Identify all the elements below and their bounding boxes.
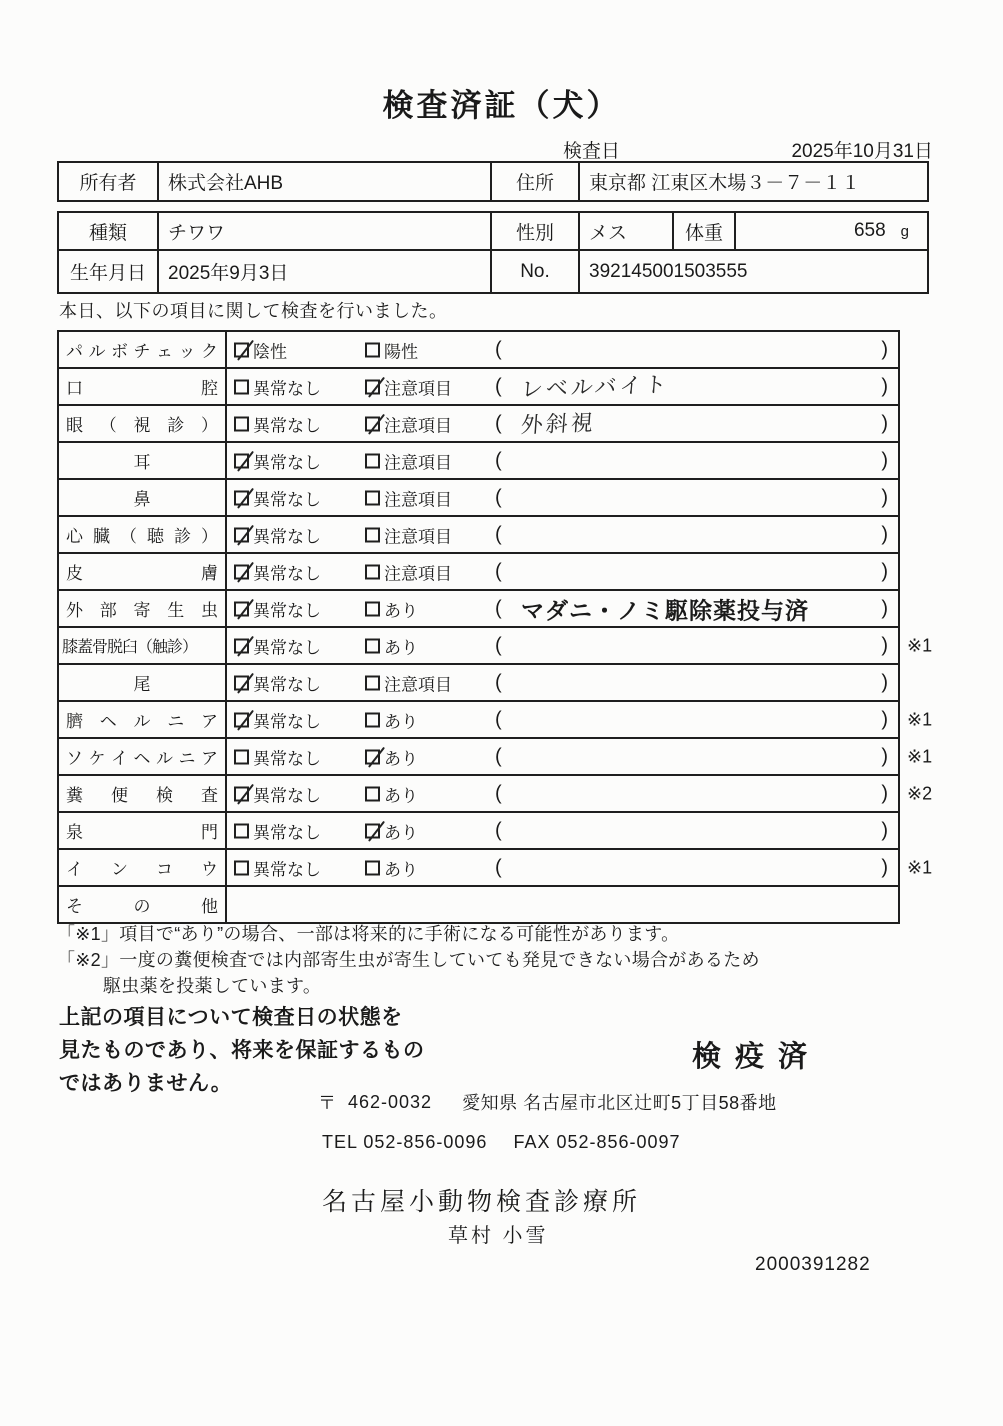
clinic-name: 名古屋小動物検査診療所 bbox=[322, 1188, 642, 1216]
owner-value: 株式会社AHB bbox=[159, 163, 492, 200]
paren-close: ) bbox=[881, 338, 888, 360]
checkbox-icon bbox=[365, 860, 380, 875]
paren-close: ) bbox=[881, 708, 888, 730]
checked-checkbox-icon bbox=[234, 453, 249, 468]
paren-open: ( bbox=[495, 412, 502, 434]
exam-row-content bbox=[227, 369, 898, 404]
exam-row bbox=[59, 480, 898, 517]
option-2 bbox=[365, 485, 452, 510]
exam-row-label: 耳 bbox=[59, 443, 227, 478]
option-label: 異常なし bbox=[253, 638, 321, 657]
checkbox-icon bbox=[365, 453, 380, 468]
exam-row-label: パ ル ボ チ ェ ッ ク bbox=[59, 332, 227, 367]
owner-label: 所有者 bbox=[59, 163, 159, 200]
weight-value-cell bbox=[736, 213, 927, 251]
option-1 bbox=[234, 596, 321, 621]
paren-value: マダニ・ノミ駆除薬投与済 bbox=[521, 597, 809, 623]
exam-row bbox=[59, 665, 898, 702]
paren-close: ) bbox=[881, 486, 888, 508]
paren-close: ) bbox=[881, 560, 888, 582]
exam-row-label: 尾 bbox=[59, 665, 227, 700]
checked-checkbox-icon bbox=[234, 342, 249, 357]
option-label: 注意項目 bbox=[384, 490, 452, 509]
option-label: 異常なし bbox=[253, 379, 321, 398]
weight-unit: g bbox=[900, 222, 909, 240]
page-title: 検査済証（犬） bbox=[382, 88, 621, 123]
exam-row-content bbox=[227, 332, 898, 367]
clinic-fax: FAX 052-856-0097 bbox=[513, 1132, 681, 1152]
exam-row-label: ソ ケ イ ヘ ル ニ ア bbox=[59, 739, 227, 774]
breed-value: チワワ bbox=[159, 213, 492, 251]
paren-close: ) bbox=[881, 745, 888, 767]
option-label: あり bbox=[384, 786, 418, 805]
option-label: 陽性 bbox=[384, 342, 418, 361]
option-2 bbox=[365, 744, 418, 769]
exam-row-label: 口 腔 bbox=[59, 369, 227, 404]
disclaimer-line: 上記の項目について検査日の状態を bbox=[59, 1006, 403, 1029]
exam-row bbox=[59, 702, 933, 739]
option-2 bbox=[365, 522, 452, 547]
option-1 bbox=[234, 744, 321, 769]
address-value: 東京都 江東区木場３－７－１１ bbox=[589, 173, 861, 194]
paren-close: ) bbox=[881, 634, 888, 656]
disclaimer bbox=[59, 1001, 425, 1100]
exam-row bbox=[59, 850, 933, 887]
paren-open: ( bbox=[495, 597, 502, 619]
option-2 bbox=[365, 855, 418, 880]
option-1 bbox=[234, 411, 321, 436]
paren-close: ) bbox=[881, 412, 888, 434]
option-2 bbox=[365, 707, 418, 732]
exam-date-row bbox=[563, 136, 933, 163]
address-label: 住所 bbox=[492, 163, 580, 200]
checkbox-icon bbox=[365, 712, 380, 727]
checked-checkbox-icon bbox=[234, 564, 249, 579]
checked-checkbox-icon bbox=[365, 823, 380, 838]
option-label: あり bbox=[384, 712, 418, 731]
paren-close: ) bbox=[881, 375, 888, 397]
paren-open: ( bbox=[495, 671, 502, 693]
paren-close: ) bbox=[881, 819, 888, 841]
exam-row-label: 糞 便 検 査 bbox=[59, 776, 227, 811]
checkbox-icon bbox=[234, 823, 249, 838]
postal-mark-icon: 〒 bbox=[318, 1093, 336, 1113]
checked-checkbox-icon bbox=[234, 490, 249, 505]
exam-row-content bbox=[227, 554, 898, 589]
checkbox-icon bbox=[365, 564, 380, 579]
footnote-line: 「※2」一度の糞便検査では内部寄生虫が寄生していても発見できない場合があるため bbox=[57, 950, 760, 970]
option-label: 異常なし bbox=[253, 527, 321, 546]
exam-row-content bbox=[227, 406, 898, 441]
checked-checkbox-icon bbox=[234, 712, 249, 727]
option-1 bbox=[234, 855, 321, 880]
option-1 bbox=[234, 633, 321, 658]
checkbox-icon bbox=[234, 379, 249, 394]
clinic-address: 愛知県 名古屋市北区辻町5丁目58番地 bbox=[462, 1093, 777, 1113]
weight-label: 体重 bbox=[674, 213, 736, 251]
option-2 bbox=[365, 781, 418, 806]
exam-date-value: 2025年10月31日 bbox=[791, 141, 933, 162]
option-label: あり bbox=[384, 601, 418, 620]
option-label: 注意項目 bbox=[384, 416, 452, 435]
clinic-tel: TEL 052-856-0096 bbox=[322, 1132, 488, 1152]
postal-code: 462-0032 bbox=[348, 1091, 433, 1112]
option-label: 注意項目 bbox=[384, 675, 452, 694]
exam-row-label: 泉 門 bbox=[59, 813, 227, 848]
exam-row bbox=[59, 517, 898, 554]
sex-value: メス bbox=[580, 213, 674, 251]
note-mark: ※1 bbox=[907, 635, 933, 655]
exam-row bbox=[59, 591, 898, 628]
paren-close: ) bbox=[881, 671, 888, 693]
exam-row bbox=[59, 887, 898, 922]
option-2 bbox=[365, 633, 418, 658]
option-label: あり bbox=[384, 638, 418, 657]
paren-open: ( bbox=[495, 782, 502, 804]
checkbox-icon bbox=[365, 675, 380, 690]
option-label: 異常なし bbox=[253, 749, 321, 768]
footnote-line: 「※1」項目で“あり”の場合、一部は将来的に手術になる可能性があります。 bbox=[57, 924, 680, 944]
checkbox-icon bbox=[365, 342, 380, 357]
exam-row bbox=[59, 554, 898, 591]
option-label: 異常なし bbox=[253, 786, 321, 805]
checkbox-icon bbox=[365, 601, 380, 616]
option-1 bbox=[234, 559, 321, 584]
note-mark: ※1 bbox=[907, 709, 933, 729]
note-mark: ※1 bbox=[907, 746, 933, 766]
exam-row bbox=[59, 628, 933, 665]
paren-value: 外斜視 bbox=[520, 409, 597, 438]
option-1 bbox=[234, 337, 287, 362]
weight-value: 658 bbox=[853, 220, 886, 241]
exam-row-label: 膝蓋骨脱臼（触診） bbox=[59, 628, 227, 663]
exam-row-content bbox=[227, 702, 898, 737]
checkbox-icon bbox=[365, 490, 380, 505]
option-label: 異常なし bbox=[253, 564, 321, 583]
option-label: 異常なし bbox=[253, 416, 321, 435]
paren-open: ( bbox=[495, 634, 502, 656]
option-1 bbox=[234, 485, 321, 510]
checked-checkbox-icon bbox=[365, 416, 380, 431]
paren-open: ( bbox=[495, 375, 502, 397]
exam-row-content bbox=[227, 813, 898, 848]
clinic-tel-line bbox=[322, 1132, 681, 1153]
exam-row-label: 皮 膚 bbox=[59, 554, 227, 589]
option-label: 陰性 bbox=[253, 342, 287, 361]
exam-table bbox=[57, 330, 933, 924]
option-1 bbox=[234, 670, 321, 695]
option-2 bbox=[365, 559, 452, 584]
option-1 bbox=[234, 448, 321, 473]
exam-row bbox=[59, 332, 898, 369]
paren-close: ) bbox=[881, 523, 888, 545]
option-label: 注意項目 bbox=[384, 527, 452, 546]
exam-row-content bbox=[227, 665, 898, 700]
checked-checkbox-icon bbox=[234, 675, 249, 690]
option-1 bbox=[234, 707, 321, 732]
birth-value: 2025年9月3日 bbox=[159, 251, 492, 292]
exam-row-content bbox=[227, 739, 898, 774]
checkbox-icon bbox=[365, 786, 380, 801]
exam-row-content bbox=[227, 887, 898, 922]
pet-info-table bbox=[57, 211, 929, 294]
paren-open: ( bbox=[495, 819, 502, 841]
option-label: あり bbox=[384, 823, 418, 842]
paren-close: ) bbox=[881, 597, 888, 619]
option-label: あり bbox=[384, 749, 418, 768]
paren-close: ) bbox=[881, 782, 888, 804]
paren-open: ( bbox=[495, 560, 502, 582]
paren-value: レベルバイト bbox=[520, 371, 671, 402]
disclaimer-line: ではありません。 bbox=[59, 1072, 233, 1095]
option-label: 異常なし bbox=[253, 860, 321, 879]
checked-checkbox-icon bbox=[234, 601, 249, 616]
note-mark: ※2 bbox=[907, 783, 933, 803]
option-label: 異常なし bbox=[253, 601, 321, 620]
exam-row bbox=[59, 369, 898, 406]
option-2 bbox=[365, 374, 452, 399]
option-1 bbox=[234, 522, 321, 547]
exam-row bbox=[59, 739, 933, 776]
exam-row-content bbox=[227, 850, 898, 885]
checked-checkbox-icon bbox=[365, 749, 380, 764]
checked-checkbox-icon bbox=[234, 638, 249, 653]
exam-row bbox=[59, 406, 898, 443]
exam-row-label: 鼻 bbox=[59, 480, 227, 515]
quarantine-stamp: 検疫済 bbox=[692, 1041, 822, 1073]
veterinarian-name: 草村 小雪 bbox=[448, 1225, 549, 1247]
option-2 bbox=[365, 411, 452, 436]
breed-label: 種類 bbox=[59, 213, 159, 251]
no-label: No. bbox=[492, 251, 580, 292]
option-2 bbox=[365, 448, 452, 473]
exam-row-content bbox=[227, 776, 898, 811]
paren-open: ( bbox=[495, 708, 502, 730]
option-1 bbox=[234, 818, 321, 843]
option-label: 注意項目 bbox=[384, 564, 452, 583]
paren-open: ( bbox=[495, 523, 502, 545]
footnotes bbox=[57, 921, 760, 999]
option-1 bbox=[234, 781, 321, 806]
exam-row-content bbox=[227, 480, 898, 515]
checked-checkbox-icon bbox=[234, 786, 249, 801]
checked-checkbox-icon bbox=[365, 379, 380, 394]
owner-table bbox=[57, 161, 929, 202]
exam-row-label: イ ン コ ウ bbox=[59, 850, 227, 885]
exam-row-content bbox=[227, 443, 898, 478]
option-1 bbox=[234, 374, 321, 399]
disclaimer-line: 見たものであり、将来を保証するもの bbox=[59, 1039, 425, 1062]
paren-open: ( bbox=[495, 486, 502, 508]
birth-label: 生年月日 bbox=[59, 251, 159, 292]
exam-row-label: 心 臓 （ 聴 診 ） bbox=[59, 517, 227, 552]
exam-date-label: 検査日 bbox=[563, 141, 621, 162]
option-label: 異常なし bbox=[253, 453, 321, 472]
clinic-postal-line bbox=[318, 1089, 777, 1115]
option-label: 異常なし bbox=[253, 823, 321, 842]
checkbox-icon bbox=[234, 749, 249, 764]
exam-row-content bbox=[227, 628, 898, 663]
option-2 bbox=[365, 670, 452, 695]
exam-row-label: 臍 ヘ ル ニ ア bbox=[59, 702, 227, 737]
option-label: あり bbox=[384, 860, 418, 879]
exam-row-label: 外 部 寄 生 虫 bbox=[59, 591, 227, 626]
intro-text: 本日、以下の項目に関して検査を行いました。 bbox=[59, 301, 448, 321]
checkbox-icon bbox=[234, 416, 249, 431]
paren-close: ) bbox=[881, 856, 888, 878]
exam-row-content bbox=[227, 591, 898, 626]
exam-row bbox=[59, 813, 898, 850]
option-label: 異常なし bbox=[253, 490, 321, 509]
no-value: 392145001503555 bbox=[589, 260, 748, 282]
exam-row-label: 眼 （ 視 診 ） bbox=[59, 406, 227, 441]
checkbox-icon bbox=[234, 860, 249, 875]
option-label: 注意項目 bbox=[384, 379, 452, 398]
option-label: 異常なし bbox=[253, 675, 321, 694]
paren-open: ( bbox=[495, 856, 502, 878]
checked-checkbox-icon bbox=[234, 527, 249, 542]
option-label: 異常なし bbox=[253, 712, 321, 731]
option-2 bbox=[365, 818, 418, 843]
option-2 bbox=[365, 337, 418, 362]
exam-row bbox=[59, 443, 898, 480]
option-label: 注意項目 bbox=[384, 453, 452, 472]
note-mark: ※1 bbox=[907, 857, 933, 877]
exam-row-content bbox=[227, 517, 898, 552]
paren-open: ( bbox=[495, 338, 502, 360]
paren-open: ( bbox=[495, 745, 502, 767]
paren-open: ( bbox=[495, 449, 502, 471]
exam-row bbox=[59, 776, 933, 813]
exam-row-label: そ の 他 bbox=[59, 887, 227, 922]
checkbox-icon bbox=[365, 638, 380, 653]
document-number: 2000391282 bbox=[755, 1254, 871, 1275]
checkbox-icon bbox=[365, 527, 380, 542]
footnote-line: 駆虫薬を投薬しています。 bbox=[103, 976, 322, 996]
paren-close: ) bbox=[881, 449, 888, 471]
sex-label: 性別 bbox=[492, 213, 580, 251]
option-2 bbox=[365, 596, 418, 621]
